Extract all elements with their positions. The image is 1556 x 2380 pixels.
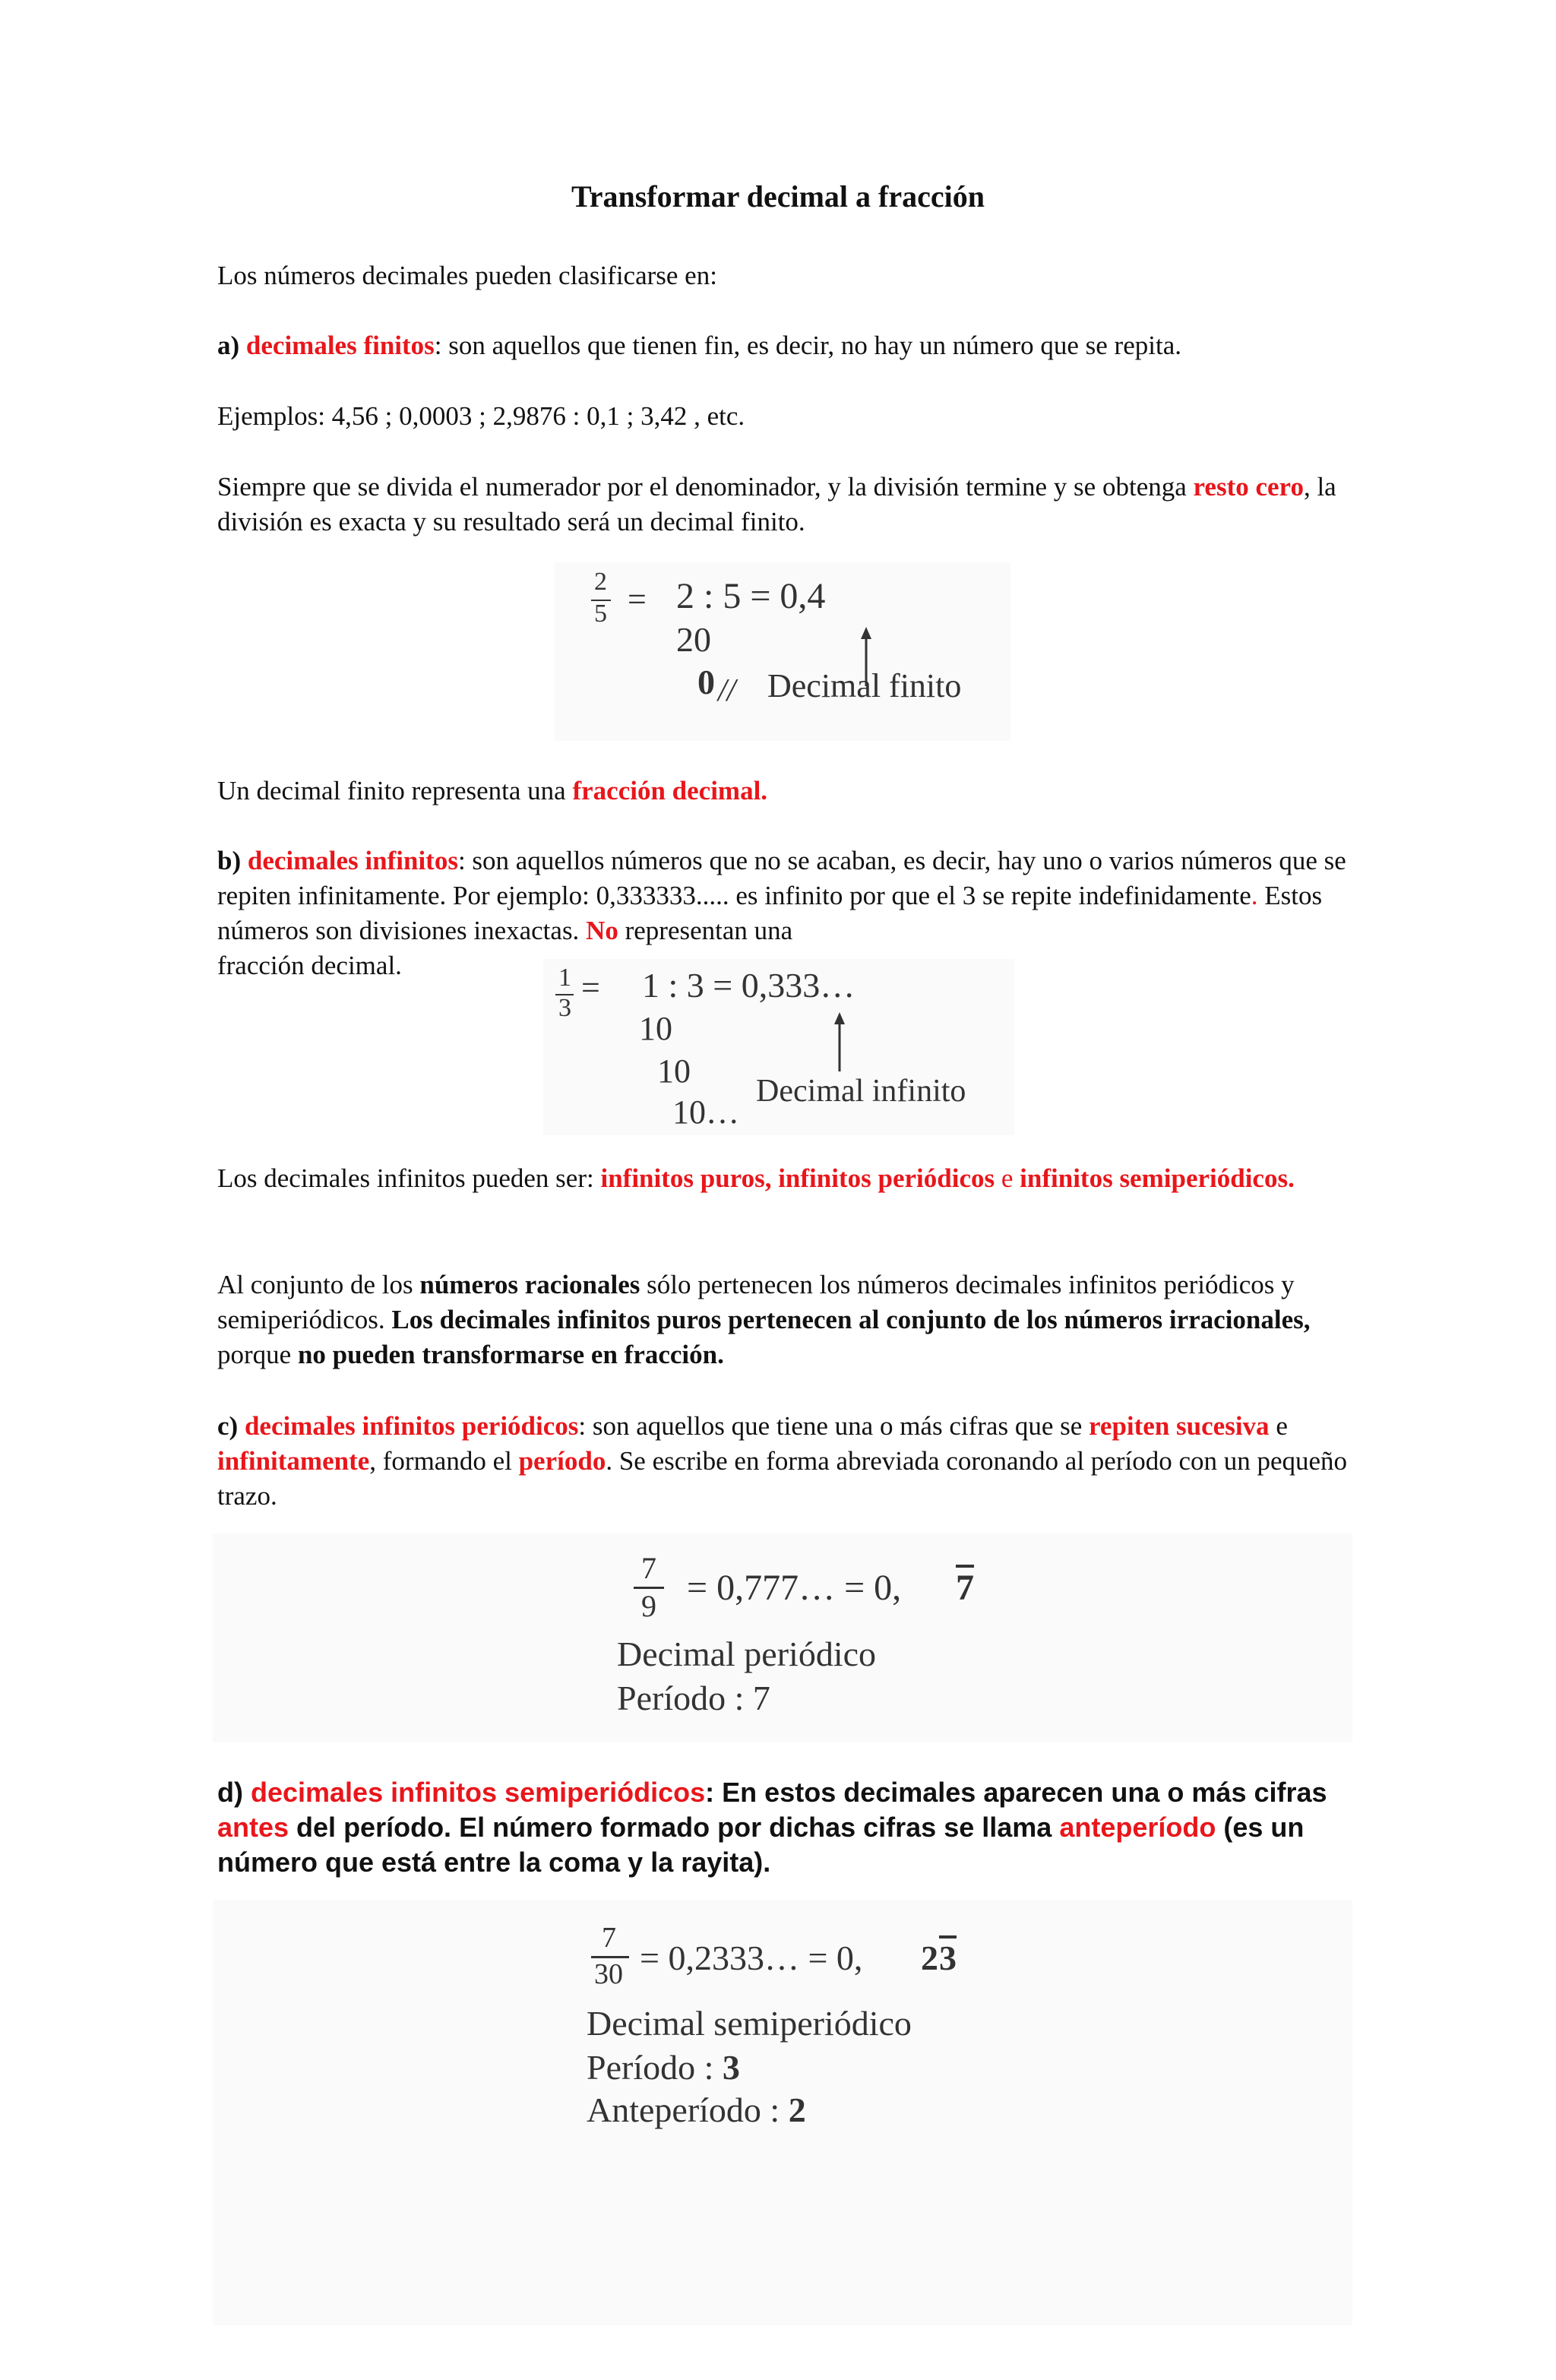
section-c-label: c)	[217, 1411, 239, 1441]
types-red-2: infinitos semiperiódicos.	[1020, 1163, 1295, 1193]
section-d-red-2: anteperíodo	[1059, 1812, 1216, 1843]
summary-text: Un decimal finito representa una	[217, 776, 573, 805]
section-c-text-2: e	[1269, 1411, 1288, 1441]
section-d-text-3: (es un número que está entre la coma y la rayita).	[217, 1812, 1305, 1878]
equals-sign: =	[581, 969, 600, 1006]
rational-paragraph	[217, 1268, 1349, 1372]
figure-periodic-decimal	[608, 1550, 1033, 1733]
figure-finite-decimal	[562, 566, 1010, 741]
equality-expression: = 0,777… = 0,	[687, 1568, 902, 1608]
caption-line-2: Período : 7	[617, 1679, 770, 1717]
types-text: Los decimales infinitos pueden ser:	[217, 1163, 601, 1193]
page-title: Transformar decimal a fracción	[571, 179, 985, 214]
figure-infinite-decimal	[551, 964, 1014, 1135]
fraction-numerator: 7	[602, 1922, 616, 1954]
division-step-1: 10	[639, 1010, 672, 1047]
figure-caption: Decimal infinito	[756, 1074, 966, 1109]
caption-line-1: Decimal periódico	[617, 1635, 877, 1673]
types-paragraph	[217, 1161, 1349, 1196]
section-a-definition	[217, 328, 1349, 363]
section-c-text-1: : son aquellos que tiene una o más cifras que se	[578, 1411, 1090, 1441]
period-digit: 7	[956, 1568, 974, 1608]
section-a-examples: Ejemplos: 4,56 ; 0,0003 ; 2,9876 : 0,1 ; 3,42 , etc.	[217, 401, 745, 431]
section-a-rule	[217, 470, 1349, 540]
division-expression: 1 : 3 = 0,333…	[642, 966, 855, 1005]
no-keyword: No	[586, 916, 618, 945]
period-value: 3	[722, 2048, 740, 2087]
section-d-red-1: antes	[217, 1812, 289, 1843]
anteperiod-digit: 2	[921, 1938, 938, 1977]
anteperiod-value: 2	[788, 2090, 806, 2129]
section-a-term: decimales finitos	[245, 331, 435, 360]
red-dot: .	[1251, 881, 1258, 910]
fraction-denominator: 9	[641, 1589, 656, 1623]
caption-line-1: Decimal semiperiódico	[587, 2004, 912, 2043]
section-c-red-1: repiten sucesiva	[1089, 1411, 1270, 1441]
fraction-denominator: 30	[594, 1958, 623, 1990]
anteperiod-label: Anteperíodo :	[587, 2090, 789, 2129]
section-d-label: d)	[217, 1777, 251, 1808]
fraction-denominator: 3	[558, 994, 571, 1022]
section-d-text-1: : En estos decimales aparecen una o más cifras	[705, 1777, 1327, 1808]
rational-bold-2: Los decimales infinitos puros pertenecen al conjunto de los números irracionales,	[391, 1305, 1311, 1334]
section-c-text-4: . Se escribe en forma abreviada coronando al período con un pequeño trazo.	[217, 1446, 1348, 1511]
types-e: e	[995, 1163, 1020, 1193]
section-a-text: : son aquellos que tienen fin, es decir, no hay un número que se repita.	[434, 331, 1181, 360]
fraction-numerator: 2	[594, 568, 607, 596]
equality-expression: = 0,2333… = 0,	[640, 1938, 863, 1977]
figure-caption: Decimal finito	[767, 667, 962, 704]
section-c-red-3: período	[518, 1446, 606, 1476]
section-d-text-2: del período. El número formado por dichas cifras se llama	[289, 1812, 1060, 1843]
division-step-2: 10	[657, 1052, 691, 1090]
summary-red-text: fracción decimal.	[572, 776, 768, 805]
rational-bold-3: no pueden transformarse en fracción.	[297, 1340, 724, 1369]
rule-red-text: resto cero	[1193, 472, 1304, 502]
section-c-text-3: , formando el	[369, 1446, 519, 1476]
section-b-text-4: fracción decimal.	[217, 951, 402, 980]
types-red-1: infinitos puros, infinitos periódicos	[600, 1163, 995, 1193]
remainder-slashes: //	[718, 673, 736, 708]
section-b-term: decimales infinitos	[247, 846, 458, 875]
section-b-text-3: representan una	[618, 916, 793, 945]
section-b-label: b)	[217, 846, 242, 875]
period-digit: 3	[939, 1938, 957, 1977]
section-d-definition	[217, 1775, 1349, 1880]
section-b-text: : son aquellos números que no se acaban, es decir, hay uno o varios números que se repiten infinitamente. Por ejemplo: 0,333333..... es infinito por que el 3 se repite indefinidamente	[217, 846, 1346, 910]
fraction-numerator: 7	[641, 1551, 656, 1585]
rational-text-2: sólo pertenecen los números decimales infinitos periódicos y semiperiódicos.	[217, 1270, 1295, 1334]
caption-line-2	[587, 2047, 740, 2087]
section-d-term: decimales infinitos semiperiódicos	[250, 1777, 706, 1808]
figure-semiperiodic-decimal	[582, 1921, 1007, 2149]
section-a-label: a)	[217, 331, 240, 360]
rational-text-1: Al conjunto de los	[217, 1270, 420, 1299]
division-expression: 2 : 5 = 0,4	[676, 576, 826, 616]
period-label: Período :	[587, 2048, 723, 2087]
equals-sign: =	[628, 581, 647, 618]
section-c-red-2: infinitamente	[217, 1446, 370, 1476]
section-c-definition	[217, 1409, 1349, 1514]
fraction-denominator: 5	[594, 600, 607, 628]
division-step-3: 10…	[672, 1093, 739, 1131]
rule-text-1: Siempre que se divida el numerador por el denominador, y la división termine y se obtenga	[217, 472, 1194, 502]
section-b-text-2: Estos números son divisiones inexactas.	[217, 881, 1323, 945]
arrow-up-icon	[832, 1012, 847, 1073]
division-step: 20	[676, 620, 711, 659]
rational-text-3: porque	[217, 1340, 298, 1369]
fraction-numerator: 1	[558, 964, 571, 992]
section-c-term: decimales infinitos periódicos	[244, 1411, 579, 1441]
section-a-summary	[217, 774, 1349, 809]
caption-line-3	[587, 2090, 806, 2130]
rational-bold-1: números racionales	[419, 1270, 640, 1299]
intro-text: Los números decimales pueden clasificarse en:	[217, 261, 717, 290]
rule-text-2: , la división es exacta y su resultado será un decimal finito.	[217, 472, 1336, 536]
remainder-zero: 0	[697, 663, 715, 701]
